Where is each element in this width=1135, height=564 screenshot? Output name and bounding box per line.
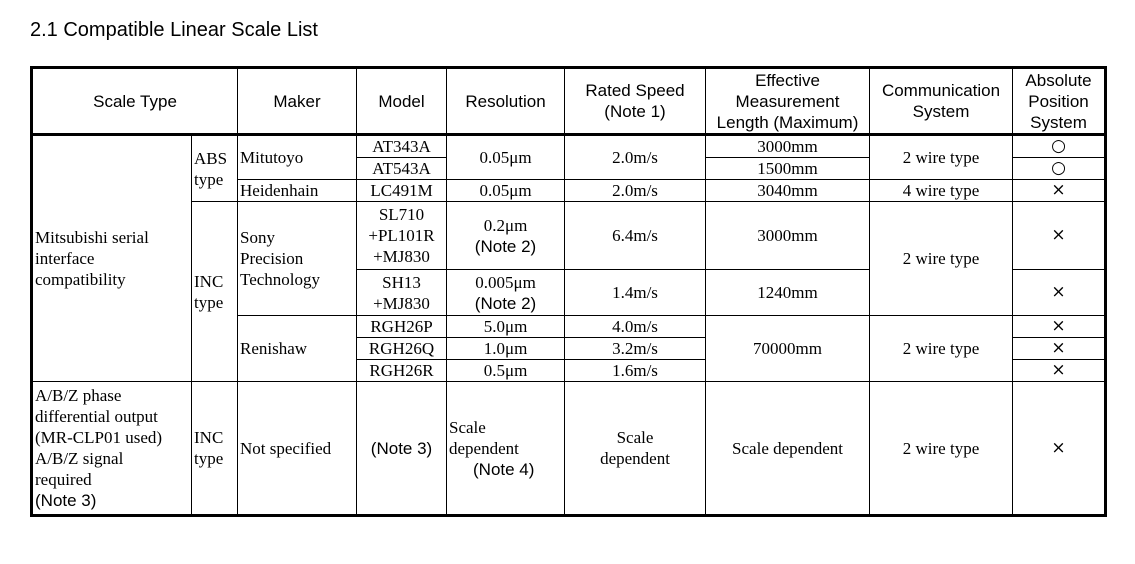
header-eff-line3: Length (Maximum) xyxy=(716,112,859,132)
comm-sony: 2 wire type xyxy=(870,202,1013,316)
abs-sh13-cross-icon: × xyxy=(1013,270,1106,316)
header-eff-line2: Measurement xyxy=(735,91,840,111)
abs-at343a-circle-icon: ○ xyxy=(1013,135,1106,158)
model-lc491m: LC491M xyxy=(357,180,447,202)
group2-label-line1: A/B/Z phase xyxy=(35,386,122,405)
speed-rgh26q: 3.2m/s xyxy=(565,338,706,360)
header-rated-speed-line2: (Note 1) xyxy=(604,102,666,121)
speed-rgh26p: 4.0m/s xyxy=(565,316,706,338)
abs-type-line1: ABS xyxy=(194,148,228,168)
resolution-rgh26q: 1.0μm xyxy=(447,338,565,360)
length-sh13: 1240mm xyxy=(706,270,870,316)
length-renishaw: 70000mm xyxy=(706,316,870,382)
sh13-res-note: (Note 2) xyxy=(474,293,537,313)
group2-label-line3: (MR-CLP01 used) xyxy=(35,428,163,447)
sh13-line1: SH13 xyxy=(382,272,421,292)
header-communication xyxy=(870,68,1013,135)
sl710-line3: +MJ830 xyxy=(373,247,430,266)
sh13-line2: +MJ830 xyxy=(373,293,430,313)
header-model: Model xyxy=(357,68,447,135)
scale-type-abz-phase xyxy=(32,382,192,516)
header-comm-line1: Communication xyxy=(881,81,1001,100)
speed-heidenhain: 2.0m/s xyxy=(565,180,706,202)
group2-inc-type-cell xyxy=(192,382,238,516)
sony-maker-line3: Technology xyxy=(240,270,321,289)
header-eff-line1: Effective xyxy=(755,70,820,90)
abs-at543a-circle-icon: ○ xyxy=(1013,158,1106,180)
sh13-res-line1: 0.005μm xyxy=(475,272,536,292)
model-at543a: AT543A xyxy=(357,158,447,180)
inc-type-line2: type xyxy=(194,292,224,312)
resolution-heidenhain: 0.05μm xyxy=(447,180,565,202)
header-abs-line2: Position xyxy=(1028,91,1089,111)
header-row xyxy=(32,68,1106,135)
speed-sl710: 6.4m/s xyxy=(565,202,706,270)
sl710-line1: SL710 xyxy=(378,205,425,224)
speed-sh13: 1.4m/s xyxy=(565,270,706,316)
sl710-res-line1: 0.2μm xyxy=(483,215,528,235)
abs-type-line2: type xyxy=(194,169,224,189)
group1-label-line2: interface xyxy=(35,249,95,268)
model-note3: (Note 3) xyxy=(357,382,447,516)
section-title: 2.1 Compatible Linear Scale List xyxy=(30,19,318,41)
sl710-res-note: (Note 2) xyxy=(474,236,537,256)
resolution-sh13 xyxy=(447,270,565,316)
maker-sony-precision xyxy=(238,202,357,316)
header-abs-line1: Absolute xyxy=(1025,70,1092,90)
header-comm-line2: System xyxy=(912,102,970,121)
scale-type-mitsubishi-serial xyxy=(32,135,192,382)
maker-heidenhain: Heidenhain xyxy=(238,180,357,202)
group2-label-line5: required xyxy=(35,470,92,489)
speed-mitutoyo: 2.0m/s xyxy=(565,135,706,180)
sony-maker-line1: Sony xyxy=(240,228,275,247)
header-absolute-position xyxy=(1013,68,1106,135)
group2-inc-line2: type xyxy=(194,449,224,468)
table-row xyxy=(32,202,1106,270)
model-rgh26q: RGH26Q xyxy=(357,338,447,360)
resolution-mitutoyo: 0.05μm xyxy=(447,135,565,180)
group2-label-line4: A/B/Z signal xyxy=(35,449,124,468)
header-resolution: Resolution xyxy=(447,68,565,135)
length-at543a: 1500mm xyxy=(706,158,870,180)
comm-mitutoyo: 2 wire type xyxy=(870,135,1013,180)
header-effective-length xyxy=(706,68,870,135)
group2-res-line1: Scale xyxy=(449,417,486,437)
abs-type-cell xyxy=(192,135,238,202)
header-abs-line3: System xyxy=(1030,112,1087,132)
maker-mitutoyo: Mitutoyo xyxy=(238,135,357,180)
table-row xyxy=(32,382,1106,516)
inc-type-line1: INC xyxy=(194,271,224,291)
resolution-rgh26r: 0.5μm xyxy=(447,360,565,382)
group2-speed-line1: Scale xyxy=(616,428,654,447)
group2-inc-line1: INC xyxy=(194,428,224,447)
group2-res-line2: dependent xyxy=(449,438,519,458)
model-rgh26r: RGH26R xyxy=(357,360,447,382)
sl710-line2: +PL101R xyxy=(368,226,435,245)
header-rated-speed-line1: Rated Speed xyxy=(585,81,685,100)
header-maker: Maker xyxy=(238,68,357,135)
comm-group2: 2 wire type xyxy=(870,382,1013,516)
comm-heidenhain: 4 wire type xyxy=(870,180,1013,202)
speed-rgh26r: 1.6m/s xyxy=(565,360,706,382)
length-at343a: 3000mm xyxy=(706,135,870,158)
group2-res-note: (Note 4) xyxy=(473,459,535,479)
length-sl710: 3000mm xyxy=(706,202,870,270)
abs-rgh26r-cross-icon: × xyxy=(1013,360,1106,382)
header-rated-speed xyxy=(565,68,706,135)
table-row xyxy=(32,135,1106,158)
maker-not-specified: Not specified xyxy=(238,382,357,516)
group2-speed-line2: dependent xyxy=(600,449,670,468)
inc-type-cell xyxy=(192,202,238,382)
group1-label-line3: compatibility xyxy=(35,270,126,289)
model-at343a: AT343A xyxy=(357,135,447,158)
model-rgh26p: RGH26P xyxy=(357,316,447,338)
model-sl710 xyxy=(357,202,447,270)
speed-scale-dependent xyxy=(565,382,706,516)
group1-label-line1: Mitsubishi serial xyxy=(35,228,149,247)
comm-renishaw: 2 wire type xyxy=(870,316,1013,382)
compatible-linear-scale-table xyxy=(30,66,1107,517)
header-scale-type: Scale Type xyxy=(32,68,238,135)
resolution-rgh26p: 5.0μm xyxy=(447,316,565,338)
sony-maker-line2: Precision xyxy=(240,249,304,268)
resolution-sl710 xyxy=(447,202,565,270)
resolution-scale-dependent xyxy=(447,382,565,516)
abs-group2-cross-icon: × xyxy=(1013,382,1106,516)
model-sh13 xyxy=(357,270,447,316)
length-heidenhain: 3040mm xyxy=(706,180,870,202)
group2-label-line2: differential output xyxy=(35,407,158,426)
abs-heidenhain-cross-icon: × xyxy=(1013,180,1106,202)
abs-rgh26q-cross-icon: × xyxy=(1013,338,1106,360)
length-scale-dependent: Scale dependent xyxy=(706,382,870,516)
abs-sl710-cross-icon: × xyxy=(1013,202,1106,270)
abs-rgh26p-cross-icon: × xyxy=(1013,316,1106,338)
group2-label-line6: (Note 3) xyxy=(35,491,97,510)
maker-renishaw: Renishaw xyxy=(238,316,357,382)
